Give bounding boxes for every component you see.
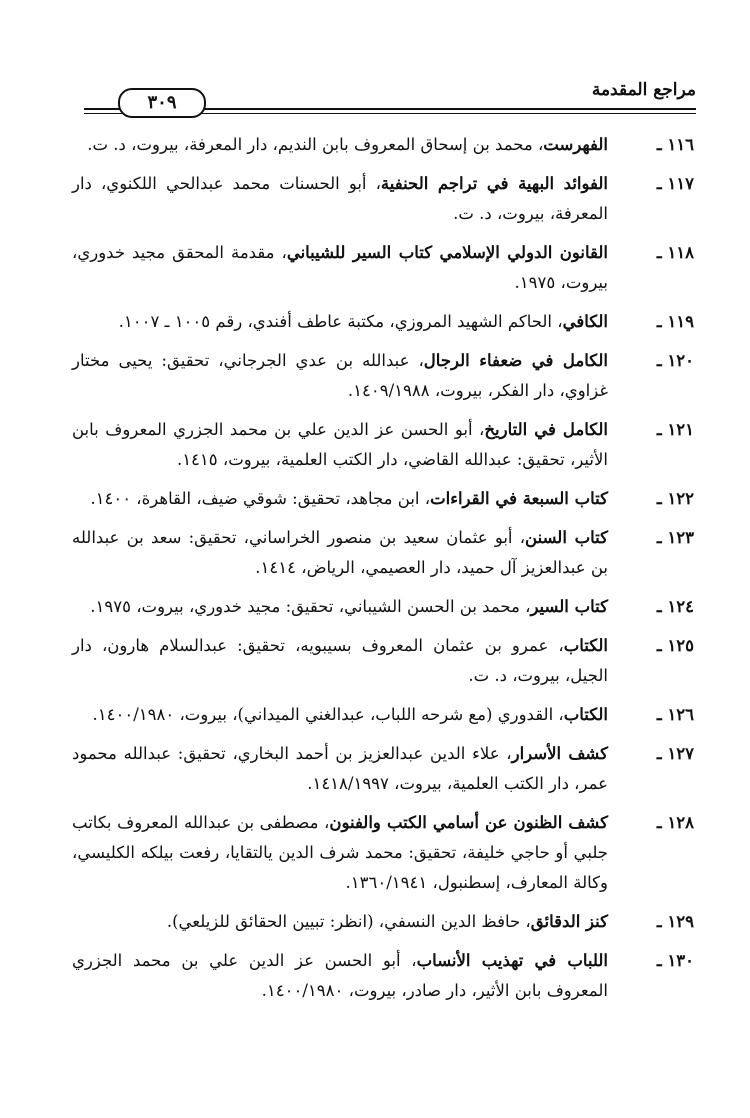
- header-title: مراجع المقدمة: [591, 80, 696, 100]
- entry-text: ، محمد بن إسحاق المعروف بابن النديم، دار المعرفة، بيروت، د. ت.: [87, 135, 544, 154]
- entry-title: الكتاب: [563, 705, 608, 724]
- entry-title: الكتاب: [563, 636, 608, 655]
- entry-title: الكافي: [562, 312, 608, 331]
- entry-number: ١٢٩ ـ: [656, 912, 694, 931]
- bibliography-entry-117: [72, 169, 694, 229]
- entry-number: ١٢٣ ـ: [656, 528, 694, 547]
- bibliography-entry-127: [72, 739, 694, 799]
- entry-text: ، القدوري (مع شرحه اللباب، عبدالغني الميداني)، بيروت، ١٤٠٠/١٩٨٠.: [92, 705, 564, 724]
- bibliography-entry-125: [72, 631, 694, 691]
- bibliography-entry-130: [72, 946, 694, 1006]
- entry-title: الكامل في ضعفاء الرجال: [423, 351, 609, 370]
- entry-text: ، عمرو بن عثمان المعروف بسيبويه، تحقيق: عبدالسلام هارون، دار الجيل، بيروت، د. ت.: [72, 636, 608, 685]
- bibliography-entry-122: [72, 484, 694, 514]
- entry-text: ، محمد بن الحسن الشيباني، تحقيق: مجيد خدوري، بيروت، ١٩٧٥.: [90, 597, 531, 616]
- bibliography-entry-119: [72, 307, 694, 337]
- bibliography-entry-126: [72, 700, 694, 730]
- entry-number: ١٢٢ ـ: [656, 489, 694, 508]
- bibliography-entry-129: [72, 907, 694, 937]
- entry-number: ١٢٠ ـ: [656, 351, 694, 370]
- entry-text: ، ابن مجاهد، تحقيق: شوقي ضيف، القاهرة، ١٤٠٠.: [90, 489, 431, 508]
- entry-text: ، أبو عثمان سعيد بن منصور الخراساني، تحقيق: سعد بن عبدالله بن عبدالعزيز آل حميد، دار العصيمي، الرياض، ١٤١٤.: [72, 528, 608, 577]
- bibliography-entry-124: [72, 592, 694, 622]
- entry-number: ١١٦ ـ: [656, 135, 694, 154]
- entry-number: ١٢٥ ـ: [656, 636, 694, 655]
- entry-text: ، مقدمة المحقق مجيد خدوري، بيروت، ١٩٧٥.: [72, 243, 608, 292]
- entry-text: ، الحاكم الشهيد المروزي، مكتبة عاطف أفندي، رقم ١٠٠٥ ـ ١٠٠٧.: [118, 312, 563, 331]
- entry-text: ، عبدالله بن عدي الجرجاني، تحقيق: يحيى مختار غزاوي، دار الفكر، بيروت، ١٤٠٩/١٩٨٨.: [72, 351, 608, 400]
- entry-title: القانون الدولي الإسلامي كتاب السير للشيباني: [286, 243, 608, 262]
- entry-title: اللباب في تهذيب الأنساب: [416, 951, 608, 970]
- entry-number: ١٢٧ ـ: [656, 744, 694, 763]
- entry-title: كشف الأسرار: [511, 744, 609, 763]
- entry-text: ، حافظ الدين النسفي، (انظر: تبيين الحقائق للزيلعي).: [166, 912, 531, 931]
- entry-text: ، أبو الحسن عز الدين علي بن محمد الجزري المعروف بابن الأثير، تحقيق: عبدالله القاضي، دار الكتب العلمية، بيروت، ١٤١٥.: [72, 420, 608, 469]
- running-header: [84, 72, 696, 118]
- entry-title: كتاب السنن: [525, 528, 609, 547]
- entry-number: ١٣٠ ـ: [656, 951, 694, 970]
- entry-number: ١١٩ ـ: [656, 312, 694, 331]
- entry-title: كتاب السير: [530, 597, 608, 616]
- entry-text: ، أبو الحسن عز الدين علي بن محمد الجزري المعروف بابن الأثير، دار صادر، بيروت، ١٤٠٠/١٩٨٠.: [72, 951, 608, 1000]
- entry-number: ١٢١ ـ: [656, 420, 694, 439]
- entry-text: ، علاء الدين عبدالعزيز بن أحمد البخاري، تحقيق: عبدالله محمود عمر، دار الكتب العلمية، بيروت، ١٤١٨/١٩٩٧.: [72, 744, 608, 793]
- bibliography-entry-123: [72, 523, 694, 583]
- bibliography-list: [72, 130, 694, 1015]
- page-number: ٣٠٩: [118, 88, 206, 118]
- bibliography-entry-121: [72, 415, 694, 475]
- entry-number: ١٢٤ ـ: [656, 597, 694, 616]
- entry-title: الكامل في التاريخ: [484, 420, 608, 439]
- bibliography-entry-118: [72, 238, 694, 298]
- entry-title: كتاب السبعة في القراءات: [430, 489, 608, 508]
- bibliography-entry-116: [72, 130, 694, 160]
- bibliography-entry-128: [72, 808, 694, 898]
- entry-title: الفوائد البهية في تراجم الحنفية: [380, 174, 608, 193]
- entry-title: كنز الدقائق: [530, 912, 608, 931]
- entry-title: كشف الظنون عن أسامي الكتب والفنون: [329, 813, 609, 832]
- entry-number: ١٢٦ ـ: [656, 705, 694, 724]
- entry-text: ، مصطفى بن عبدالله المعروف بكاتب جلبي أو حاجي خليفة، تحقيق: محمد شرف الدين يالتقايا، رفعت بيلكه الكليسي، وكالة المعارف، إسطنبول، ١٣٦٠/١٩٤١.: [72, 813, 608, 892]
- bibliography-entry-120: [72, 346, 694, 406]
- entry-number: ١٢٨ ـ: [656, 813, 694, 832]
- entry-text: ، أبو الحسنات محمد عبدالحي اللكنوي، دار المعرفة، بيروت، د. ت.: [72, 174, 608, 223]
- entry-number: ١١٧ ـ: [656, 174, 694, 193]
- entry-title: الفهرست: [543, 135, 608, 154]
- entry-number: ١١٨ ـ: [656, 243, 694, 262]
